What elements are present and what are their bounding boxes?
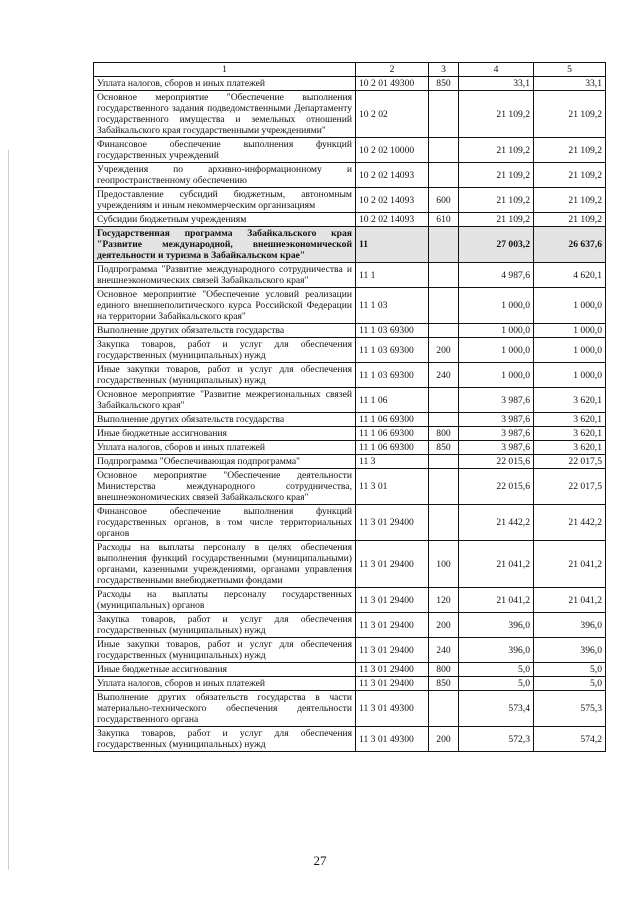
row-value-col4: 21 442,2 (459, 505, 534, 541)
row-code: 11 3 01 29400 (356, 541, 429, 588)
row-value-col4: 396,0 (459, 638, 534, 663)
row-expense-type: 200 (429, 727, 459, 752)
row-code: 10 2 01 49300 (356, 77, 429, 91)
row-value-col5: 3 620,1 (534, 413, 606, 427)
table-row (94, 338, 606, 363)
row-value-col5: 21 442,2 (534, 505, 606, 541)
row-value-col4: 3 987,6 (459, 413, 534, 427)
budget-table (93, 62, 606, 752)
table-row (94, 541, 606, 588)
row-value-col4: 1 000,0 (459, 288, 534, 324)
row-name: Выполнение других обязательств государства (94, 324, 356, 338)
row-name: Закупка товаров, работ и услуг для обеспечения государственных (муниципальных) нужд (94, 727, 356, 752)
row-code: 11 3 01 49300 (356, 727, 429, 752)
row-name: Иные закупки товаров, работ и услуг для обеспечения государственных (муниципальных) нужд (94, 363, 356, 388)
row-code: 10 2 02 14093 (356, 188, 429, 213)
row-value-col5: 1 000,0 (534, 288, 606, 324)
row-name: Основное мероприятие "Обеспечение условий реализации единого внешнеполитического курса Российской Федерации на территории Забайкальского края" (94, 288, 356, 324)
row-expense-type: 850 (429, 441, 459, 455)
row-code: 11 1 06 (356, 388, 429, 413)
row-name: Уплата налогов, сборов и иных платежей (94, 677, 356, 691)
row-name: Уплата налогов, сборов и иных платежей (94, 77, 356, 91)
row-value-col4: 396,0 (459, 613, 534, 638)
row-value-col5: 22 017,5 (534, 455, 606, 469)
row-expense-type: 200 (429, 338, 459, 363)
row-expense-type: 200 (429, 613, 459, 638)
row-code: 11 3 01 29400 (356, 588, 429, 613)
table-row (94, 388, 606, 413)
table-row (94, 288, 606, 324)
table-row (94, 188, 606, 213)
table-row (94, 427, 606, 441)
table-row (94, 588, 606, 613)
row-expense-type (429, 505, 459, 541)
row-name: Иные закупки товаров, работ и услуг для обеспечения государственных (муниципальных) нужд (94, 638, 356, 663)
row-name: Учреждения по архивно-информационному и геопространственному обеспечению (94, 163, 356, 188)
table-row (94, 727, 606, 752)
row-value-col5: 21 109,2 (534, 213, 606, 227)
row-code: 11 3 (356, 455, 429, 469)
row-name: Предоставление субсидий бюджетным, автономным учреждениям и иным некоммерческим организациям (94, 188, 356, 213)
row-value-col4: 1 000,0 (459, 324, 534, 338)
row-code: 11 3 01 29400 (356, 613, 429, 638)
table-header-row (94, 63, 606, 77)
table-row (94, 163, 606, 188)
row-code: 11 1 06 69300 (356, 427, 429, 441)
row-name: Государственная программа Забайкальского края "Развитие международной, внешнеэкономической деятельности и туризма в Забайкальском крае" (94, 227, 356, 263)
header-col-2: 2 (356, 63, 429, 77)
row-name: Субсидии бюджетным учреждениям (94, 213, 356, 227)
row-expense-type: 850 (429, 677, 459, 691)
row-value-col4: 27 003,2 (459, 227, 534, 263)
table-row (94, 227, 606, 263)
table-row (94, 455, 606, 469)
row-expense-type (429, 469, 459, 505)
row-name: Подпрограмма "Обеспечивающая подпрограмма" (94, 455, 356, 469)
row-value-col5: 1 000,0 (534, 338, 606, 363)
row-expense-type: 120 (429, 588, 459, 613)
row-value-col5: 3 620,1 (534, 388, 606, 413)
table-row (94, 691, 606, 727)
row-value-col4: 21 109,2 (459, 188, 534, 213)
row-code: 11 1 06 69300 (356, 413, 429, 427)
table-row (94, 413, 606, 427)
row-value-col4: 1 000,0 (459, 363, 534, 388)
table-row (94, 677, 606, 691)
row-value-col5: 21 109,2 (534, 188, 606, 213)
budget-table-body (94, 63, 606, 752)
row-value-col5: 5,0 (534, 663, 606, 677)
header-col-1: 1 (94, 63, 356, 77)
row-value-col5: 22 017,5 (534, 469, 606, 505)
row-value-col4: 3 987,6 (459, 441, 534, 455)
row-value-col5: 4 620,1 (534, 263, 606, 288)
row-expense-type: 600 (429, 188, 459, 213)
row-value-col4: 572,3 (459, 727, 534, 752)
row-value-col5: 21 041,2 (534, 588, 606, 613)
table-row (94, 469, 606, 505)
row-value-col5: 396,0 (534, 613, 606, 638)
row-value-col4: 21 109,2 (459, 138, 534, 163)
row-name: Уплата налогов, сборов и иных платежей (94, 441, 356, 455)
header-col-4: 4 (459, 63, 534, 77)
row-code: 11 3 01 29400 (356, 505, 429, 541)
row-code: 11 3 01 29400 (356, 638, 429, 663)
row-expense-type: 800 (429, 427, 459, 441)
row-value-col5: 33,1 (534, 77, 606, 91)
row-value-col5: 21 109,2 (534, 91, 606, 138)
row-name: Расходы на выплаты персоналу государственных (муниципальных) органов (94, 588, 356, 613)
table-row (94, 441, 606, 455)
row-value-col5: 574,2 (534, 727, 606, 752)
row-value-col5: 3 620,1 (534, 441, 606, 455)
row-value-col4: 5,0 (459, 677, 534, 691)
table-row (94, 505, 606, 541)
row-value-col5: 26 637,6 (534, 227, 606, 263)
row-name: Выполнение других обязательств государства (94, 413, 356, 427)
row-value-col4: 573,4 (459, 691, 534, 727)
row-expense-type (429, 263, 459, 288)
table-row (94, 263, 606, 288)
row-code: 11 1 (356, 263, 429, 288)
row-code: 11 3 01 29400 (356, 663, 429, 677)
row-value-col5: 5,0 (534, 677, 606, 691)
row-code: 11 1 06 69300 (356, 441, 429, 455)
row-expense-type (429, 413, 459, 427)
table-row (94, 77, 606, 91)
row-value-col4: 22 015,6 (459, 469, 534, 505)
row-expense-type (429, 324, 459, 338)
row-expense-type (429, 163, 459, 188)
row-value-col5: 3 620,1 (534, 427, 606, 441)
row-value-col5: 21 109,2 (534, 163, 606, 188)
table-row (94, 363, 606, 388)
row-value-col4: 22 015,6 (459, 455, 534, 469)
table-row (94, 324, 606, 338)
row-name: Иные бюджетные ассигнования (94, 663, 356, 677)
row-expense-type (429, 455, 459, 469)
row-value-col4: 3 987,6 (459, 427, 534, 441)
table-row (94, 663, 606, 677)
row-code: 11 (356, 227, 429, 263)
table-row (94, 138, 606, 163)
row-value-col4: 21 109,2 (459, 91, 534, 138)
row-value-col5: 1 000,0 (534, 363, 606, 388)
row-value-col5: 21 041,2 (534, 541, 606, 588)
row-expense-type (429, 227, 459, 263)
header-col-3: 3 (429, 63, 459, 77)
row-expense-type: 800 (429, 663, 459, 677)
row-name: Подпрограмма "Развитие международного сотрудничества и внешнеэкономических связей Забайкальского края" (94, 263, 356, 288)
row-code: 11 1 03 69300 (356, 338, 429, 363)
row-value-col5: 396,0 (534, 638, 606, 663)
table-row (94, 638, 606, 663)
table-row (94, 213, 606, 227)
row-code: 11 1 03 69300 (356, 324, 429, 338)
row-expense-type (429, 388, 459, 413)
row-value-col4: 5,0 (459, 663, 534, 677)
row-value-col4: 33,1 (459, 77, 534, 91)
row-expense-type (429, 288, 459, 324)
table-row (94, 613, 606, 638)
row-name: Финансовое обеспечение выполнения функций государственных органов, в том числе территориальных органов (94, 505, 356, 541)
row-expense-type (429, 691, 459, 727)
table-row (94, 91, 606, 138)
row-value-col4: 21 041,2 (459, 588, 534, 613)
row-code: 10 2 02 14093 (356, 213, 429, 227)
row-expense-type: 240 (429, 638, 459, 663)
row-expense-type: 850 (429, 77, 459, 91)
row-value-col5: 575,3 (534, 691, 606, 727)
row-value-col4: 1 000,0 (459, 338, 534, 363)
row-value-col5: 1 000,0 (534, 324, 606, 338)
row-expense-type (429, 91, 459, 138)
row-code: 11 3 01 (356, 469, 429, 505)
row-value-col4: 21 109,2 (459, 213, 534, 227)
row-name: Основное мероприятие "Обеспечение деятельности Министерства международного сотрудничества, внешнеэкономических связей Забайкальского края" (94, 469, 356, 505)
row-expense-type: 100 (429, 541, 459, 588)
row-expense-type: 240 (429, 363, 459, 388)
row-code: 10 2 02 10000 (356, 138, 429, 163)
row-code: 10 2 02 (356, 91, 429, 138)
row-name: Иные бюджетные ассигнования (94, 427, 356, 441)
row-name: Закупка товаров, работ и услуг для обеспечения государственных (муниципальных) нужд (94, 338, 356, 363)
row-name: Расходы на выплаты персоналу в целях обеспечения выполнения функций государственными (муниципальными) органами, казенными учреждениями, органами управления государственными внебюджетными фондами (94, 541, 356, 588)
row-value-col4: 21 109,2 (459, 163, 534, 188)
row-code: 11 1 03 (356, 288, 429, 324)
row-name: Закупка товаров, работ и услуг для обеспечения государственных (муниципальных) нужд (94, 613, 356, 638)
row-expense-type (429, 138, 459, 163)
row-name: Основное мероприятие "Развитие межрегиональных связей Забайкальского края" (94, 388, 356, 413)
row-name: Основное мероприятие "Обеспечение выполнения государственного задания подведомственными Департаменту государственного имущества и земельных отношений Забайкальского края государственными учреждениями" (94, 91, 356, 138)
row-code: 11 1 03 69300 (356, 363, 429, 388)
header-col-5: 5 (534, 63, 606, 77)
row-value-col4: 21 041,2 (459, 541, 534, 588)
row-expense-type: 610 (429, 213, 459, 227)
row-value-col4: 3 987,6 (459, 388, 534, 413)
page-number: 27 (313, 853, 327, 868)
row-code: 11 3 01 29400 (356, 677, 429, 691)
row-value-col5: 21 109,2 (534, 138, 606, 163)
row-name: Финансовое обеспечение выполнения функций государственных учреждений (94, 138, 356, 163)
row-code: 11 3 01 49300 (356, 691, 429, 727)
row-name: Выполнение других обязательств государства в части материально-технического обеспечения деятельности государственного органа (94, 691, 356, 727)
row-value-col4: 4 987,6 (459, 263, 534, 288)
scan-edge (8, 150, 9, 870)
row-code: 10 2 02 14093 (356, 163, 429, 188)
